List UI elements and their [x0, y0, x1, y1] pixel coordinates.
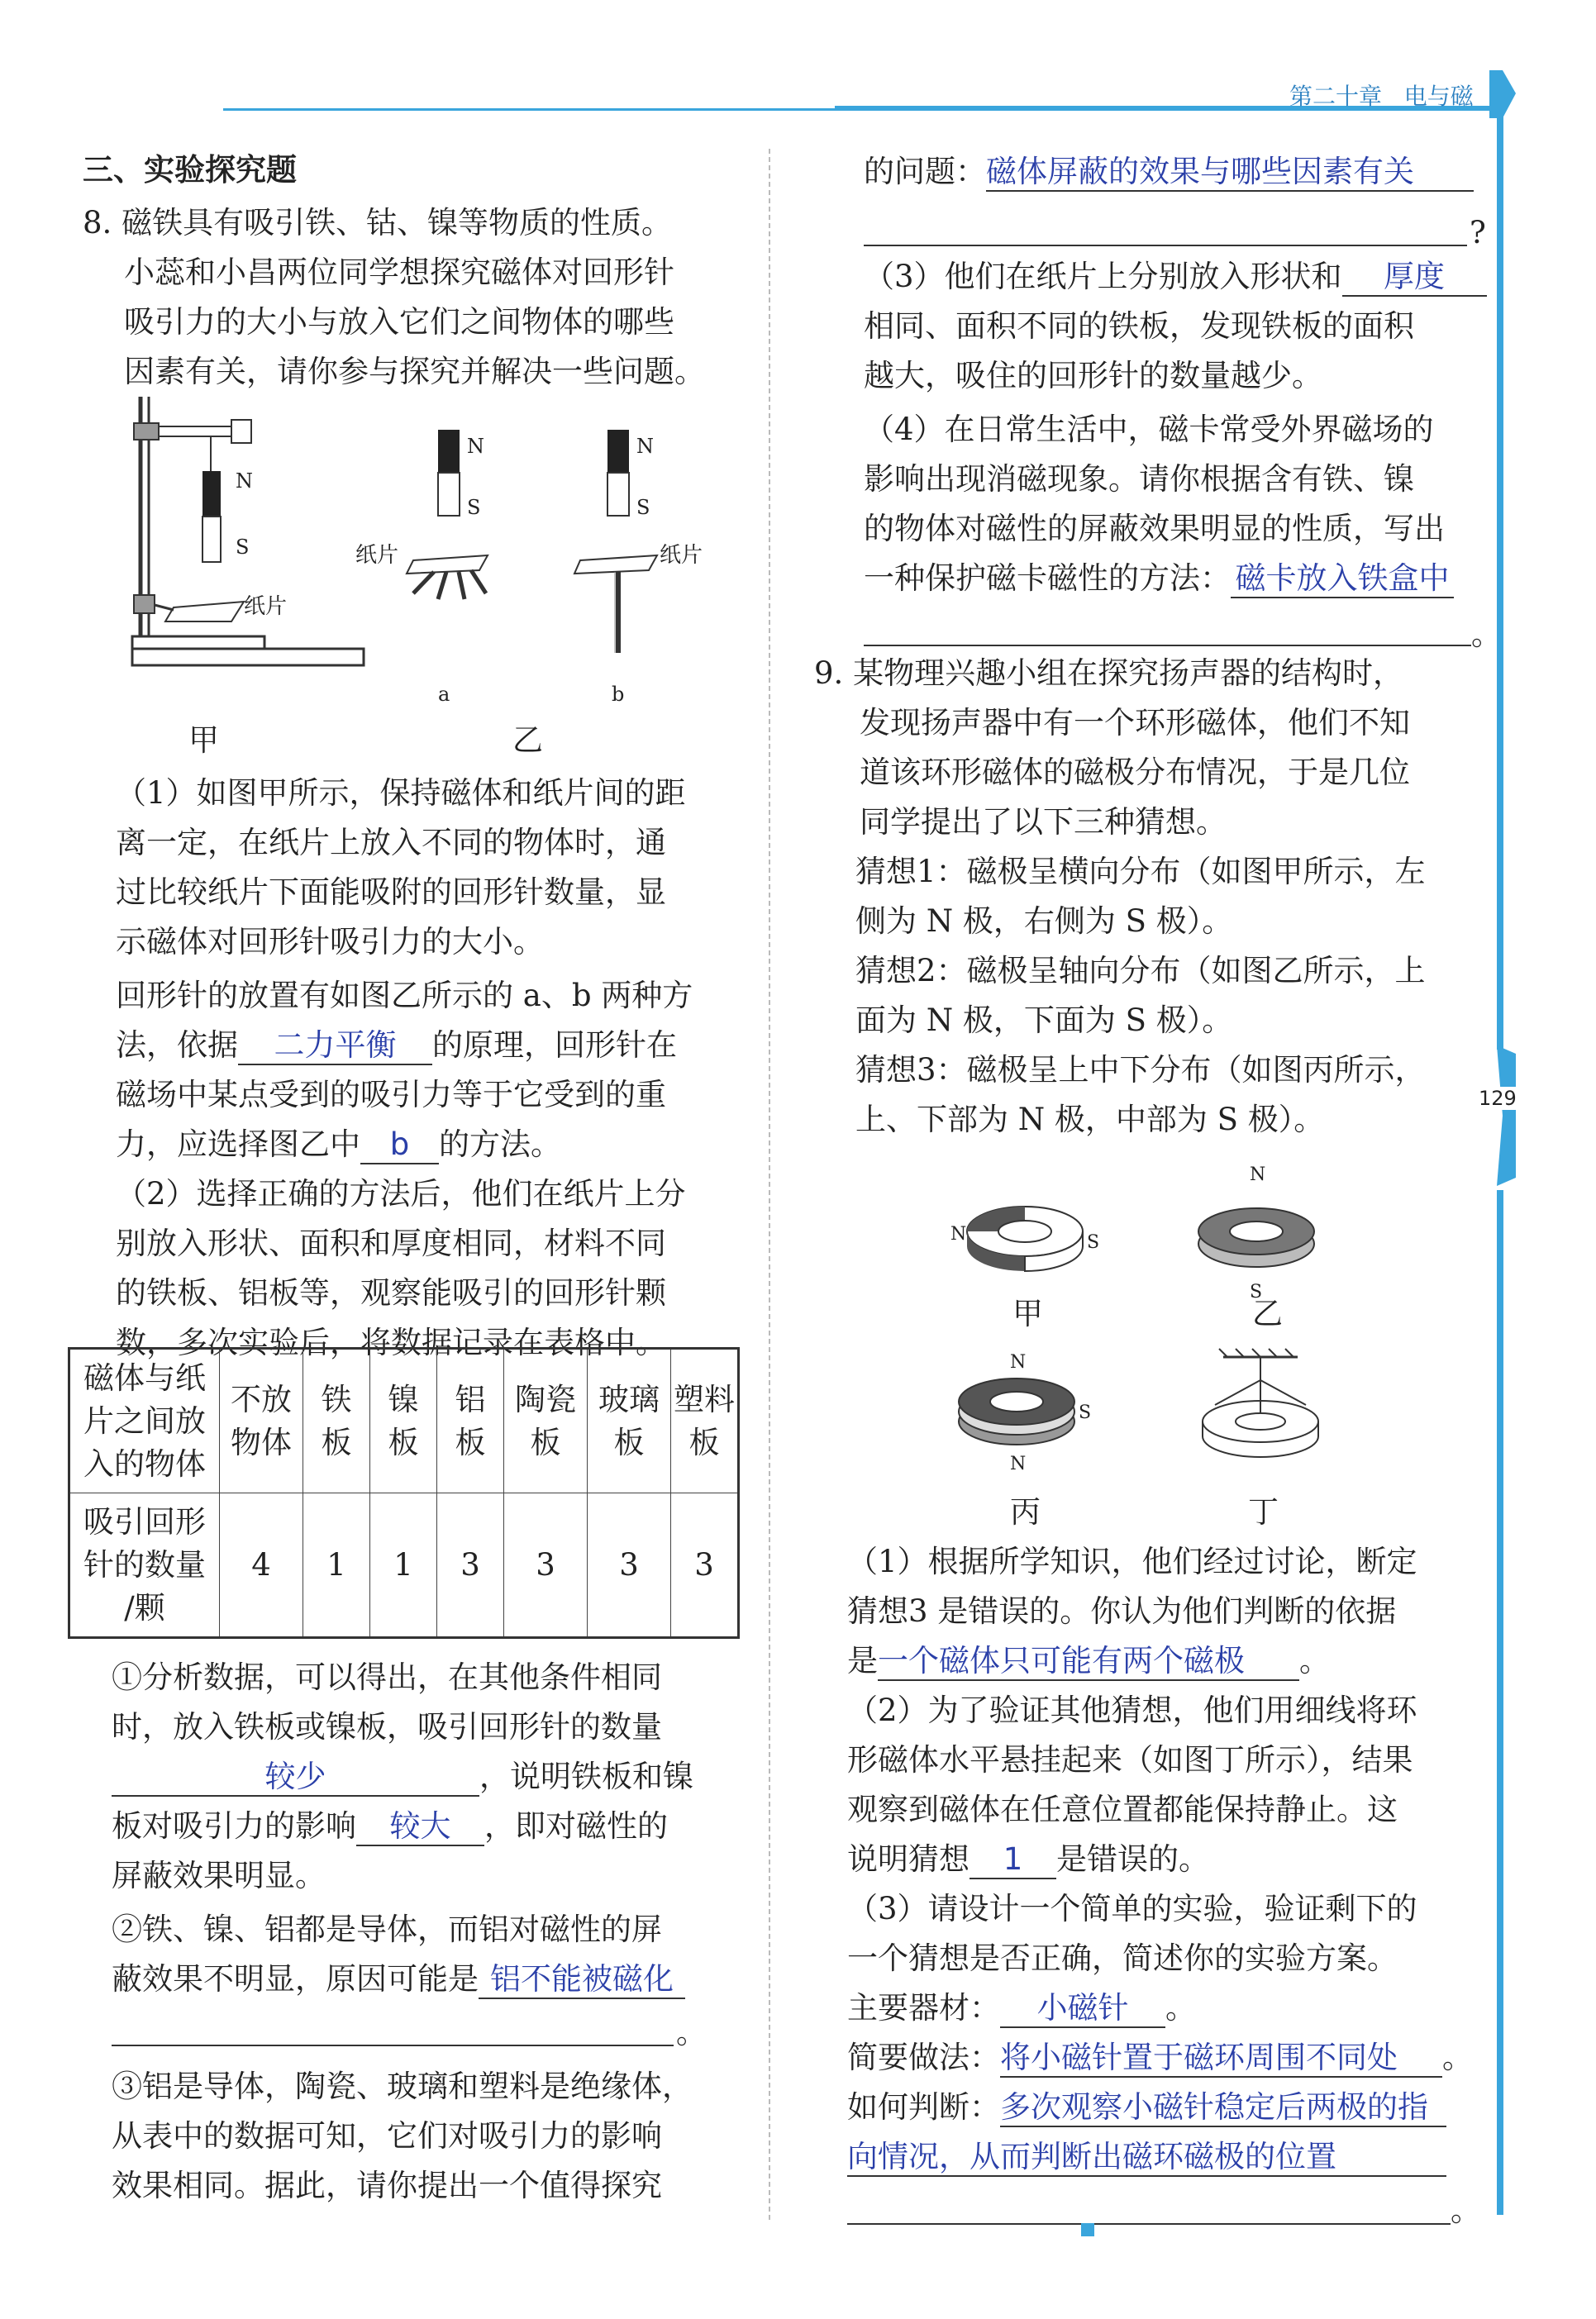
- end-mark: 。: [676, 2015, 707, 2050]
- data-table: [68, 1347, 740, 1639]
- text: ，即对磁性的: [484, 1808, 668, 1844]
- margin-rule-top: [1497, 74, 1503, 1050]
- ring-bing-n-bottom: N: [1010, 1454, 1027, 1474]
- page-tab-icon: [1484, 1045, 1517, 1186]
- q9-method: [847, 2033, 1473, 2083]
- ring-caption-ding: 丁: [1248, 1494, 1279, 1530]
- q9-intro-2: 发现扬声器中有一个环形磁体，他们不知: [860, 705, 1410, 740]
- q8-s1-4: [112, 1802, 668, 1851]
- text: 是错误的。: [1056, 1841, 1209, 1877]
- header-arrow-icon: [1488, 70, 1521, 120]
- ring-bing-s: S: [1079, 1402, 1092, 1423]
- q8-s3-3: 效果相同。据此，请你提出一个值得探究: [112, 2168, 662, 2203]
- q9-judge: [847, 2083, 1446, 2132]
- q8-s1-5: 屏蔽效果明显。: [112, 1858, 326, 1893]
- text: 的问题：: [864, 154, 986, 189]
- q9-p3-2: 一个猜想是否正确，简述你的实验方案。: [847, 1940, 1398, 1976]
- fig-paper-label: 纸片: [244, 594, 288, 619]
- q8-p1-4: 示磁体对回形针吸引力的大小。: [116, 924, 544, 960]
- fig-caption-jia: 甲: [188, 722, 219, 758]
- text: 一种保护磁卡磁性的方法：: [864, 560, 1231, 596]
- q9-guess1-2: 侧为 N 极，右侧为 S 极）。: [855, 903, 1233, 939]
- q8-p3-1: [864, 252, 1487, 302]
- q8-p2-2: 别放入形状、面积和厚度相同，材料不同: [116, 1226, 666, 1261]
- fig2-paper-a: 纸片: [355, 543, 399, 568]
- q9-p2-3: 观察到磁体在任意位置都能保持静止。这: [847, 1792, 1398, 1827]
- table-header-row: [69, 1349, 739, 1493]
- answer-judge-cont: 向情况，从而判断出磁环磁极的位置: [847, 2139, 1446, 2177]
- ring-yi-n: N: [1250, 1164, 1266, 1185]
- q8-p2-3: 的铁板、铝板等，观察能吸引的回形针颗: [116, 1275, 666, 1311]
- answer-question: 磁体屏蔽的效果与哪些因素有关: [986, 154, 1474, 192]
- q8-p2-1: （2）选择正确的方法后，他们在纸片上分: [116, 1176, 686, 1212]
- column-separator: [769, 149, 770, 2220]
- fig-s-label: S: [236, 536, 250, 559]
- table-header-cell: 塑料 板: [671, 1349, 739, 1493]
- text: 。: [1299, 1643, 1330, 1679]
- q9-judge-2: [847, 2132, 1446, 2182]
- q9-guess1-1: 猜想1：磁极呈横向分布（如图甲所示，左: [855, 854, 1426, 889]
- fig2-s-label-b: S: [636, 496, 650, 519]
- fig2-paper-b: 纸片: [660, 543, 703, 568]
- table-row: [69, 1493, 739, 1638]
- table-header-cell: 铝 板: [437, 1349, 504, 1493]
- q9-p1-2: 猜想3 是错误的。你认为他们判断的依据: [847, 1593, 1397, 1629]
- q9-figure: [934, 1157, 1347, 1521]
- header-title: [1289, 79, 1474, 112]
- table-cell: 3: [504, 1493, 588, 1638]
- table-header-cell: 玻璃 板: [588, 1349, 671, 1493]
- q8-p4-3: 的物体对磁性的屏蔽效果明显的性质，写出: [864, 511, 1445, 546]
- table-header-cell: 陶瓷 板: [504, 1349, 588, 1493]
- answer-card: 磁卡放入铁盒中: [1231, 560, 1454, 598]
- text: 主要器材：: [847, 1990, 1000, 2026]
- q8-p1-1: （1）如图甲所示，保持磁体和纸片间的距: [116, 775, 686, 811]
- answer-line: [864, 645, 1471, 646]
- topic-label: 电与磁: [1403, 83, 1474, 110]
- table-row-label: 吸引回形 针的数量 /颗: [69, 1493, 220, 1638]
- ring-yi-s: S: [1250, 1282, 1263, 1302]
- answer-thickness: 厚度: [1342, 259, 1487, 297]
- q8-s1-3: [112, 1752, 693, 1802]
- q8-s2-1: ②铁、镍、铝都是导体，而铝对磁性的屏: [112, 1912, 662, 1947]
- q9-guess2-1: 猜想2：磁极呈轴向分布（如图乙所示，上: [855, 953, 1426, 988]
- table-header-cell: 磁体与纸 片之间放 入的物体: [69, 1349, 220, 1493]
- answer-line: [864, 245, 1467, 246]
- q9-p3-1: （3）请设计一个简单的实验，验证剩下的: [847, 1891, 1417, 1926]
- q8-p2-4: 数，多次实验后，将数据记录在表格中。: [116, 1325, 666, 1360]
- ring-ding: [1203, 1349, 1318, 1457]
- end-mark: 。: [1471, 617, 1502, 652]
- text: 。: [1165, 1990, 1196, 2026]
- q9-intro-3: 道该环形磁体的磁极分布情况，于是几位: [860, 755, 1410, 790]
- chapter-label: 第二十章: [1289, 83, 1383, 110]
- q8-s1-1: ①分析数据，可以得出，在其他条件相同: [112, 1659, 662, 1695]
- table-header-cell: 镍 板: [370, 1349, 437, 1493]
- text: 说明猜想: [847, 1841, 970, 1877]
- q9-guess3-1: 猜想3：磁极呈上中下分布（如图丙所示，: [855, 1052, 1426, 1088]
- answer-larger: 较大: [356, 1808, 484, 1846]
- text: 力，应选择图乙中: [116, 1126, 360, 1162]
- answer-judge: 多次观察小磁针稳定后两极的指: [1000, 2089, 1446, 2127]
- q8-p4-2: 影响出现消磁现象。请你根据含有铁、镍: [864, 461, 1414, 497]
- text: 是: [847, 1643, 878, 1679]
- q8-figure: [107, 397, 752, 719]
- section-title: 三、实验探究题: [83, 152, 297, 188]
- q8-p1b-2: [116, 1021, 677, 1070]
- answer-aluminum: 铝不能被磁化: [479, 1961, 685, 1999]
- ring-yi: [1198, 1164, 1314, 1302]
- table-cell: 3: [671, 1493, 739, 1638]
- q9-p2-2: 形磁体水平悬挂起来（如图丁所示），结果: [847, 1742, 1413, 1778]
- fig2-s-label-a: S: [467, 496, 481, 519]
- q8-p3-2: 相同、面积不同的铁板，发现铁板的面积: [864, 308, 1414, 344]
- text: 的原理，回形针在: [432, 1027, 677, 1063]
- answer-method: b: [360, 1126, 439, 1164]
- q9-p2-1: （2）为了验证其他猜想，他们用细线将环: [847, 1693, 1417, 1728]
- answer-principle: 二力平衡: [238, 1027, 432, 1065]
- text: （3）他们在纸片上分别放入形状和: [864, 259, 1342, 294]
- fig-a-label: a: [438, 683, 450, 706]
- ring-bing: [959, 1352, 1091, 1474]
- table-cell: 1: [303, 1493, 370, 1638]
- q9-equipment: [847, 1983, 1196, 2033]
- table-cell: 3: [437, 1493, 504, 1638]
- ring-caption-jia: 甲: [1012, 1296, 1043, 1331]
- margin-rule-bottom: [1497, 1190, 1503, 2215]
- q8-s3-2: 从表中的数据可知，它们对吸引力的影响: [112, 2118, 662, 2154]
- ring-bing-n-top: N: [1010, 1352, 1027, 1373]
- ring-jia-s: S: [1087, 1232, 1100, 1253]
- q9-guess3-2: 上、下部为 N 极，中部为 S 极）。: [855, 1102, 1325, 1137]
- end-mark: 。: [1451, 2193, 1481, 2228]
- question-mark: ?: [1470, 215, 1486, 250]
- q9-p2-4: [847, 1835, 1209, 1884]
- answer-equipment: 小磁针: [1000, 1990, 1165, 2028]
- text: ，说明铁板和镍: [479, 1759, 693, 1794]
- answer-method: 将小磁针置于磁环周围不同处: [1000, 2040, 1442, 2078]
- text: 板对吸引力的影响: [112, 1808, 356, 1844]
- q8-s3-1: ③铝是导体，陶瓷、玻璃和塑料是绝缘体，: [112, 2069, 693, 2104]
- fig-b-label: b: [612, 683, 625, 706]
- q8-s1-2: 时，放入铁板或镍板，吸引回形针的数量: [112, 1709, 662, 1745]
- q8-p4-1: （4）在日常生活中，磁卡常受外界磁场的: [864, 412, 1434, 447]
- answer-basis: 一个磁体只可能有两个磁极: [878, 1643, 1299, 1681]
- text: 如何判断：: [847, 2089, 1000, 2125]
- ring-caption-yi: 乙: [1252, 1296, 1283, 1331]
- text: 法，依据: [116, 1027, 238, 1063]
- q9-intro-1: 9. 某物理兴趣小组在探究扬声器的结构时，: [814, 655, 1404, 691]
- page-number: 129: [1479, 1087, 1517, 1110]
- q8-intro-1: 8. 磁铁具有吸引铁、钴、镍等物质的性质。: [83, 205, 673, 240]
- q8-question-line: [864, 147, 1474, 197]
- q8-p1-2: 离一定，在纸片上放入不同的物体时，通: [116, 825, 666, 860]
- q8-intro-4: 因素有关，请你参与探究并解决一些问题。: [124, 354, 705, 389]
- bottom-square-marker: [1081, 2223, 1094, 2236]
- q9-intro-4: 同学提出了以下三种猜想。: [860, 804, 1227, 840]
- answer-guess: 1: [970, 1841, 1056, 1879]
- text: 蔽效果不明显，原因可能是: [112, 1961, 479, 1997]
- q8-intro-3: 吸引力的大小与放入它们之间物体的哪些: [124, 304, 674, 340]
- q8-s2-2: [112, 1955, 685, 2004]
- text: 。: [1442, 2040, 1473, 2075]
- answer-line: [847, 2223, 1451, 2225]
- fig2-n-label-b: N: [636, 435, 654, 458]
- table-header-cell: 铁 板: [303, 1349, 370, 1493]
- table-cell: 1: [370, 1493, 437, 1638]
- ring-jia-n: N: [950, 1224, 967, 1245]
- q8-p3-3: 越大，吸住的回形针的数量越少。: [864, 358, 1322, 393]
- q8-p1b-3: 磁场中某点受到的吸引力等于它受到的重: [116, 1077, 666, 1112]
- q9-p1-3: [847, 1636, 1330, 1686]
- q8-p1-3: 过比较纸片下面能吸附的回形针数量，显: [116, 874, 666, 910]
- q8-p1b-4: [116, 1120, 561, 1169]
- answer-line: [112, 2045, 674, 2046]
- q9-guess2-2: 面为 N 极，下面为 S 极）。: [855, 1002, 1233, 1038]
- answer-fewer: 较少: [112, 1759, 479, 1797]
- text: 简要做法：: [847, 2040, 1000, 2075]
- text: 的方法。: [439, 1126, 561, 1162]
- ring-caption-bing: 丙: [1010, 1494, 1041, 1530]
- table-cell: 3: [588, 1493, 671, 1638]
- ring-jia: [950, 1207, 1099, 1271]
- fig-caption-yi: 乙: [512, 722, 543, 758]
- table-header-cell: 不放 物体: [220, 1349, 303, 1493]
- fig-n-label: N: [236, 469, 253, 493]
- fig2-n-label-a: N: [467, 435, 484, 458]
- q9-p1-1: （1）根据所学知识，他们经过讨论，断定: [847, 1544, 1417, 1579]
- q8-p1b-1: 回形针的放置有如图乙所示的 a、b 两种方: [116, 978, 693, 1013]
- q8-intro-2: 小蕊和小昌两位同学想探究磁体对回形针: [124, 255, 674, 290]
- q8-p4-4: [864, 554, 1454, 603]
- table-cell: 4: [220, 1493, 303, 1638]
